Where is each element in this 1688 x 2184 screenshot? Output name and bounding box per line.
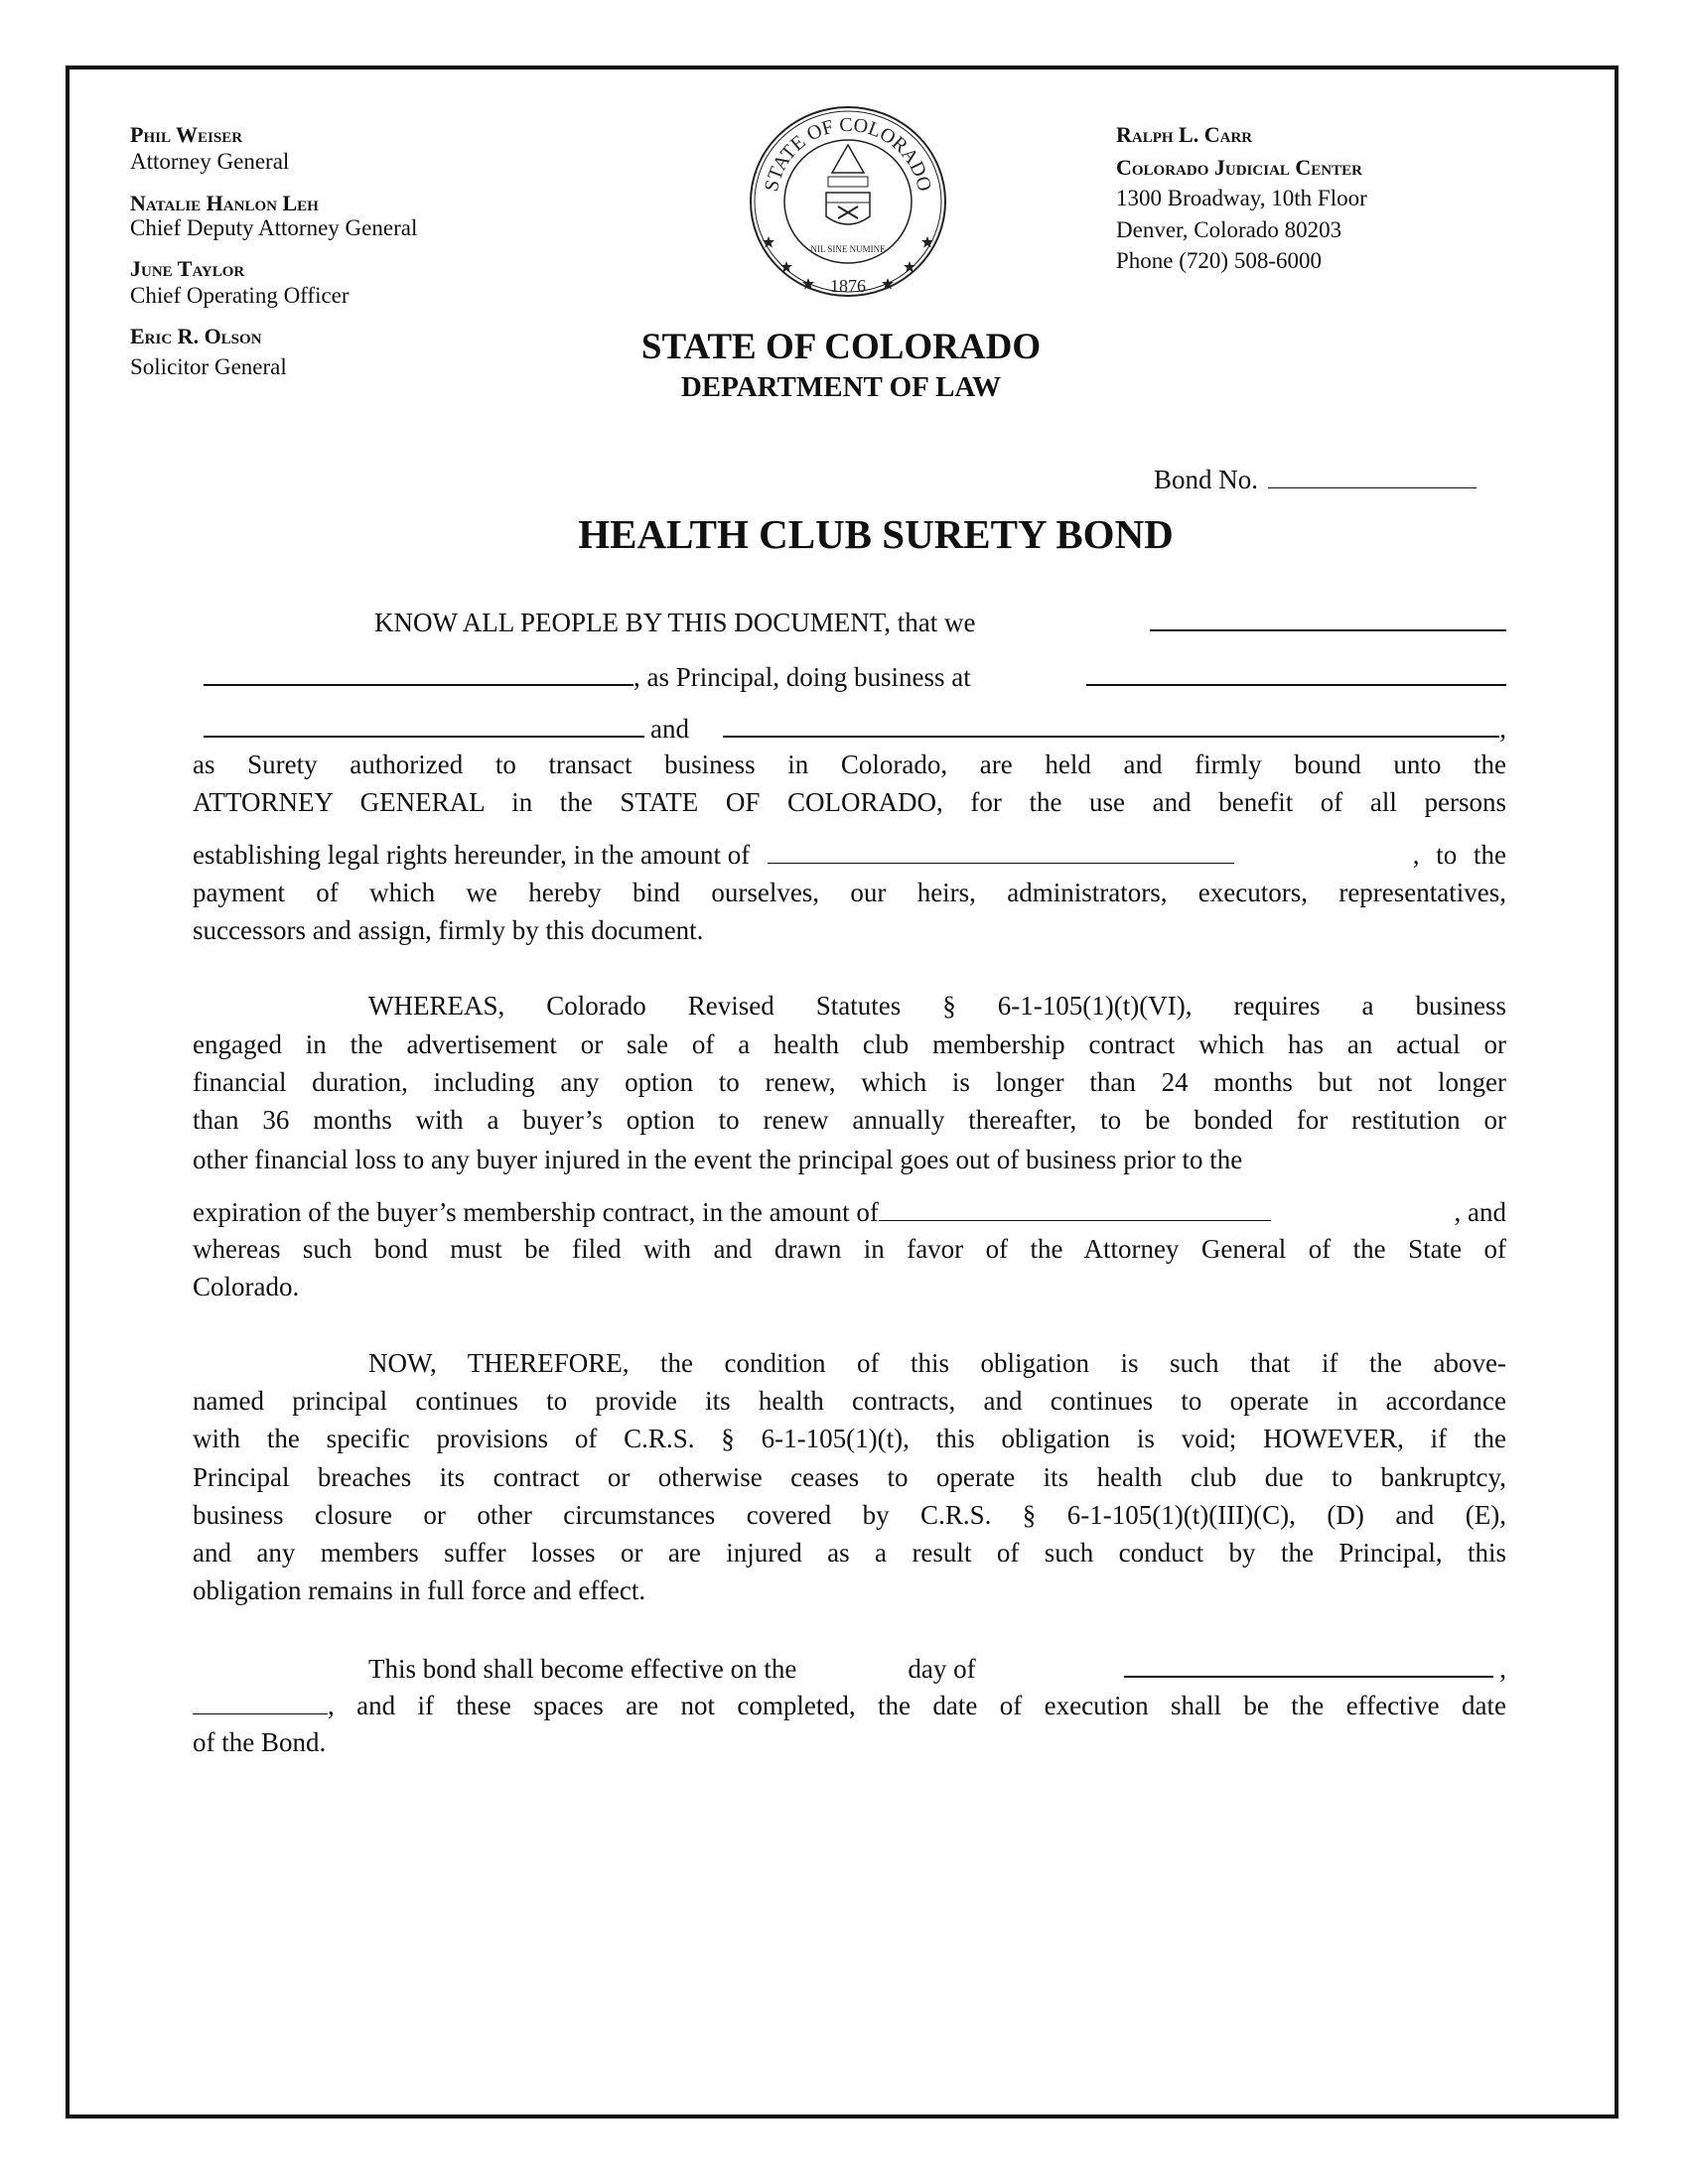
text-line: , and xyxy=(1454,1197,1506,1227)
city-address: Denver, Colorado 80203 xyxy=(1116,217,1342,242)
amount-line xyxy=(193,835,1506,873)
state-heading: STATE OF COLORADO xyxy=(640,327,1042,367)
text-line: and xyxy=(650,714,689,744)
text-line: Colorado. xyxy=(193,1272,300,1301)
official-name: Natalie Hanlon Leh xyxy=(130,191,319,215)
bond-number-blank[interactable] xyxy=(1268,460,1477,488)
official-title: Chief Operating Officer xyxy=(130,283,350,308)
text-line: establishing legal rights hereunder, in the amount of xyxy=(193,840,751,870)
center-name: Colorado Judicial Center xyxy=(1116,155,1362,180)
text-line: than 36 months with a buyer’s option to renew annually thereafter, to be bonded for restitution or xyxy=(193,1105,1506,1135)
official-title: Chief Deputy Attorney General xyxy=(130,215,418,240)
bond-number-field xyxy=(1154,460,1477,495)
address-continued-blank[interactable] xyxy=(204,708,644,738)
text-line: Principal breaches its contract or otherwise ceases to operate its health club due to bankruptcy, xyxy=(193,1462,1506,1492)
surety-name-blank[interactable] xyxy=(723,708,1499,738)
business-address-line xyxy=(193,656,1506,694)
text-line: whereas such bond must be filed with and drawn in favor of the Attorney General of the State of xyxy=(193,1234,1506,1264)
text-line: payment of which we hereby bind ourselves, our heirs, administrators, executors, representatives, xyxy=(193,878,1506,907)
bond-number-label: Bond No. xyxy=(1154,465,1259,494)
svg-text:1876: 1876 xyxy=(830,276,866,296)
state-seal-icon xyxy=(747,103,949,300)
month-blank[interactable] xyxy=(1124,1648,1493,1678)
text-line: ATTORNEY GENERAL in the STATE OF COLORADO, for the use and benefit of all persons xyxy=(193,787,1506,817)
text-line: , to the xyxy=(1412,840,1506,870)
official-name: Eric R. Olson xyxy=(130,324,262,348)
text-line: expiration of the buyer’s membership contract, in the amount of xyxy=(193,1197,879,1227)
svg-text:STATE OF COLORADO: STATE OF COLORADO xyxy=(760,113,936,194)
surety-line xyxy=(193,708,1506,746)
official-title: Attorney General xyxy=(130,149,290,174)
text-line: business closure or other circumstances covered by C.R.S. § 6-1-105(1)(t)(III)(C), (D) and (E), xyxy=(193,1500,1506,1530)
business-address-blank[interactable] xyxy=(1086,656,1506,686)
svg-text:NIL SINE NUMINE: NIL SINE NUMINE xyxy=(810,244,886,254)
text-line: engaged in the advertisement or sale of a health club membership contract which has an actual or xyxy=(193,1029,1506,1059)
official-title: Solicitor General xyxy=(130,354,287,379)
text-line: with the specific provisions of C.R.S. § 6-1-105(1)(t), this obligation is void; HOWEVER, if the xyxy=(193,1424,1506,1453)
document-title: HEALTH CLUB SURETY BOND xyxy=(578,511,1174,557)
restitution-amount-line xyxy=(193,1192,1506,1230)
text-line: day of xyxy=(908,1654,976,1684)
department-heading: DEPARTMENT OF LAW xyxy=(680,371,1002,403)
text-line: , xyxy=(1499,1654,1506,1684)
text-line: This bond shall become effective on the xyxy=(368,1654,797,1684)
effective-date-line xyxy=(193,1648,1506,1686)
phone-number: Phone (720) 508-6000 xyxy=(1116,248,1322,273)
text-line: obligation remains in full force and effect. xyxy=(193,1575,646,1605)
text-line: and any members suffer losses or are injured as a result of such conduct by the Principal, this xyxy=(193,1538,1506,1568)
text-line: successors and assign, firmly by this document. xyxy=(193,915,704,945)
text-line: , xyxy=(1499,714,1506,744)
text-line: financial duration, including any option to renew, which is longer than 24 months but not longer xyxy=(193,1067,1506,1097)
building-name: Ralph L. Carr xyxy=(1116,122,1253,147)
principal-name-blank[interactable] xyxy=(1150,602,1506,631)
text-line: of the Bond. xyxy=(193,1727,327,1757)
text-line: KNOW ALL PEOPLE BY THIS DOCUMENT, that we xyxy=(374,608,976,637)
principal-line xyxy=(193,602,1506,639)
text-line: , as Principal, doing business at xyxy=(633,662,971,692)
text-line: named principal continues to provide its health contracts, and continues to operate in accordance xyxy=(193,1386,1506,1416)
street-address: 1300 Broadway, 10th Floor xyxy=(1116,186,1367,210)
official-name: Phil Weiser xyxy=(130,122,243,147)
year-line xyxy=(193,1686,1506,1723)
text-line: WHEREAS, Colorado Revised Statutes § 6-1-105(1)(t)(VI), requires a business xyxy=(368,991,1506,1021)
official-name: June Taylor xyxy=(130,256,245,281)
year-blank[interactable] xyxy=(193,1686,328,1714)
text-line: as Surety authorized to transact business in Colorado, are held and firmly bound unto the xyxy=(193,750,1506,779)
text-line: NOW, THEREFORE, the condition of this obligation is such that if the above- xyxy=(368,1348,1506,1378)
principal-blank[interactable] xyxy=(204,656,633,686)
text-line: , and if these spaces are not completed, the date of execution shall be the effective date xyxy=(328,1691,1506,1720)
bond-amount-blank[interactable] xyxy=(768,835,1234,864)
restitution-amount-blank[interactable] xyxy=(879,1192,1271,1221)
text-line: other financial loss to any buyer injured in the event the principal goes out of business prior to the xyxy=(193,1145,1243,1174)
